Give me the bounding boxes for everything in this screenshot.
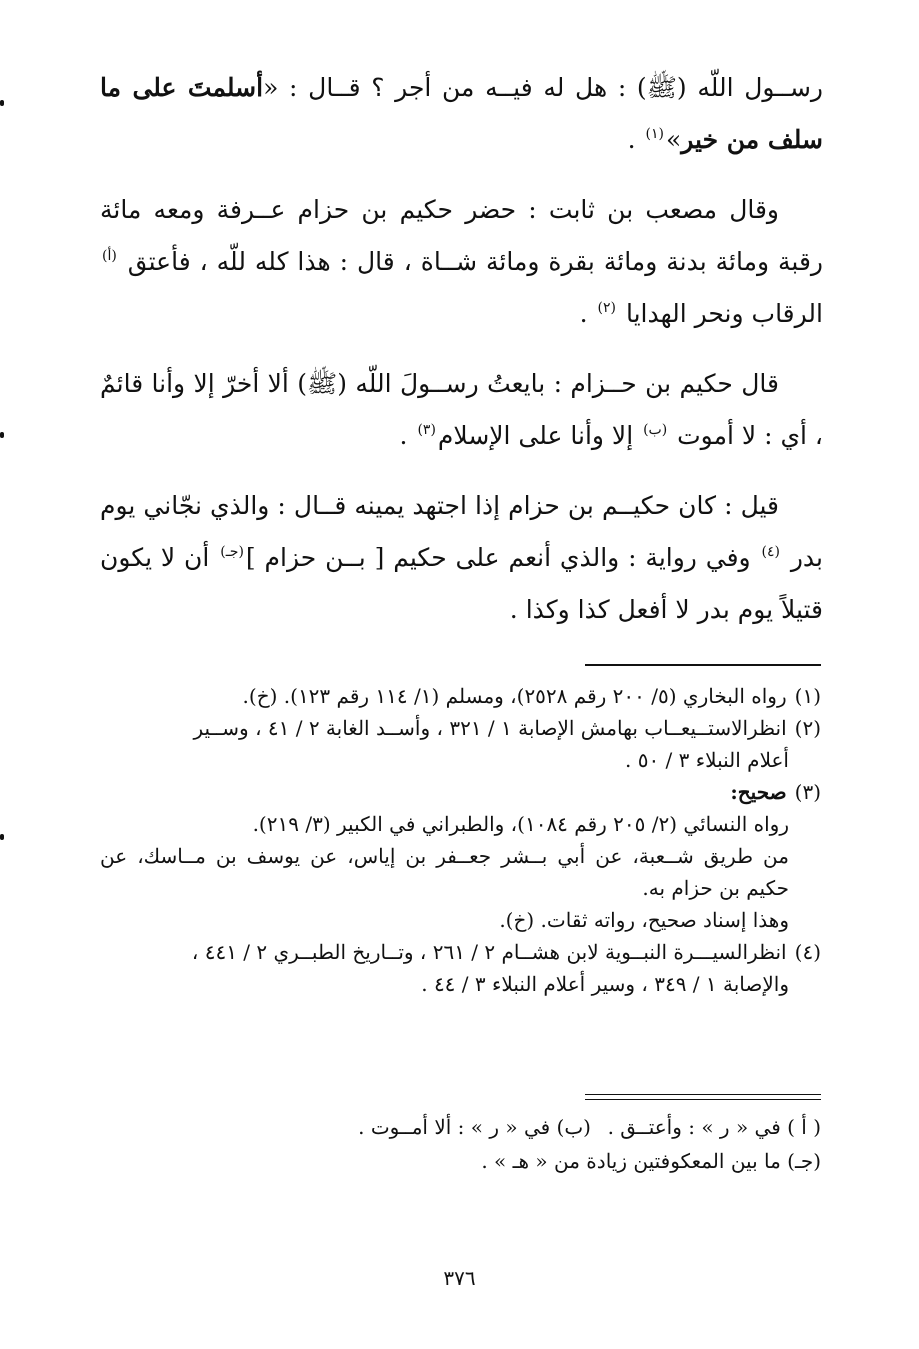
scan-margin-mark [0, 834, 4, 840]
text-segment: قال حكيم بن حــزام : بايعتُ رســولَ اللّه (ﷺ) ألا أخرّ إلا وأنا قائمٌ ، أي : لا أموت [100, 369, 823, 450]
footnote-grade: صحيح: [730, 780, 787, 804]
footnotes [100, 680, 821, 1000]
variant-c: (جـ) ما بين المعكوفتين زيادة من « هـ » . [481, 1149, 821, 1173]
variants-row-1 [100, 1110, 821, 1144]
text-segment: قيل : كان حكيــم بن حزام إذا اجتهد يمينه قــال : والذي نجّاني يوم بدر [100, 491, 823, 572]
footnote-2-continued: أعلام النبلاء ٣ / ٥٠ . [625, 748, 789, 772]
paragraph-1 [100, 62, 823, 166]
main-text [100, 62, 823, 654]
footnote-ref-1[interactable]: (١) [645, 126, 664, 142]
variant-ref-a[interactable]: (أ) [102, 248, 117, 264]
footnote-number: (١) [794, 684, 821, 708]
text-segment: رســول اللّه (ﷺ) : هل له فيــه من أجر ؟ قــال : « [263, 73, 823, 102]
text-segment: وفي رواية : والذي أنعم على حكيم [ بــن حزام ] [245, 543, 760, 572]
text-segment: . [399, 421, 416, 450]
scan-margin-mark [0, 432, 4, 438]
footnote-ref-2[interactable]: (٢) [597, 300, 616, 316]
text-segment: الرقاب ونحر الهدايا [618, 299, 823, 328]
text-segment: إلا وأنا على الإسلام [437, 421, 642, 450]
footnote-number: (٢) [794, 716, 821, 740]
footnote-3-line-3: وهذا إسناد صحيح، رواته ثقات. (خ). [499, 908, 789, 932]
text-segment: . [627, 125, 644, 154]
paragraph-2 [100, 184, 823, 340]
footnote-text: رواه البخاري (٥/ ٢٠٠ رقم ٢٥٢٨)، ومسلم (١/ ١١٤ رقم ١٢٣). (خ). [242, 684, 787, 708]
text-segment: . [579, 299, 596, 328]
footnote-3-line-2: من طريق شــعبة، عن أبي بــشر جعــفر بن إياس، عن يوسف بن مــاسك، عن حكيم بن حزام به. [100, 844, 789, 900]
footnote-number: (٣) [794, 780, 821, 804]
variants-separator [585, 1094, 821, 1100]
variant-a: ( أ ) في « ر » : وأعتــق . [607, 1115, 821, 1139]
footnote-number: (٤) [794, 940, 821, 964]
footnote-separator [585, 664, 821, 666]
footnote-1 [100, 680, 821, 712]
manuscript-variants [100, 1110, 821, 1178]
variant-ref-b[interactable]: (ب) [643, 422, 668, 438]
footnote-text: انظرالاستــيعــاب بهامش الإصابة ١ / ٣٢١ ، وأســد الغابة ٢ / ٤١ ، وســير [193, 716, 787, 740]
paragraph-4 [100, 480, 823, 636]
footnote-2 [100, 712, 821, 744]
footnote-ref-4[interactable]: (٤) [761, 544, 780, 560]
variants-row-2 [100, 1144, 821, 1178]
paragraph-3 [100, 358, 823, 462]
text-segment: » [665, 125, 682, 154]
prophet-quote: أسلمتَ على ما سلف من خير [100, 73, 823, 154]
footnote-3-line-1: رواه النسائي (٢/ ٢٠٥ رقم ١٠٨٤)، والطبراني في الكبير (٣/ ٢١٩). [252, 812, 789, 836]
footnote-4 [100, 936, 821, 968]
footnote-ref-3[interactable]: (٣) [417, 422, 436, 438]
text-segment: أن لا يكون قتيلاً يوم بدر لا أفعل كذا وكذا . [100, 543, 823, 624]
text-segment: وقال مصعب بن ثابت : حضر حكيم بن حزام عــرفة ومعه مائة رقبة ومائة بدنة ومائة بقرة ومائة شــاة ، قال : هذا كله للّه ، فأعتق [100, 195, 823, 276]
footnote-4-continued: والإصابة ١ / ٣٤٩ ، وسير أعلام النبلاء ٣ / ٤٤ . [421, 972, 789, 996]
page-number: ٣٧٦ [443, 1266, 476, 1290]
footnote-text: انظرالسيـــرة النبــوية لابن هشــام ٢ / ٢٦١ ، وتــاريخ الطبــري ٢ / ٤٤١ ، [191, 940, 787, 964]
variant-b: (ب) في « ر » : ألا أمــوت . [358, 1115, 591, 1139]
scan-margin-mark [0, 100, 4, 106]
footnote-3 [100, 776, 821, 808]
variant-ref-c[interactable]: (جـ) [220, 544, 244, 560]
